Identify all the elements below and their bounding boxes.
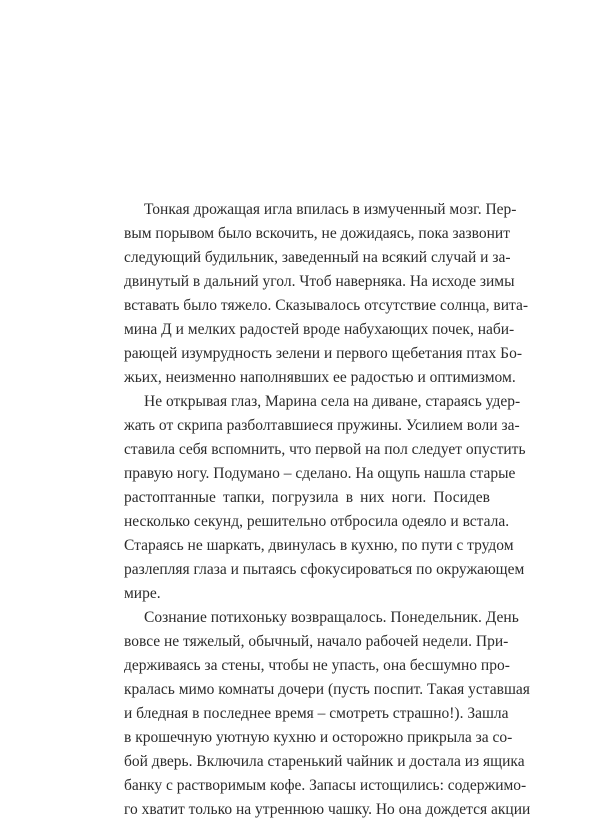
text-line: Стараясь не шаркать, двинулась в кухню, по пути с трудом [124,537,514,554]
text-line: мина Д и мелких радостей вроде набухающих почек, наби- [124,321,515,338]
text-line: двинутый в дальний угол. Чтоб наверняка. На исходе зимы [124,273,515,290]
text-line: и бледная в последнее время – смотреть страшно!). Зашла [124,705,509,722]
text-line: следующий будильник, заведенный на всякий случай и за- [124,249,511,266]
text-line: рающей изумрудность зелени и первого щебетания птах Бо- [124,345,522,362]
text-line: Тонкая дрожащая игла впилась в измученный мозг. Пер- [144,201,517,218]
text-line: жать от скрипа разболтавшиеся пружины. Усилием воли за- [124,417,520,434]
text-line: несколько секунд, решительно отбросила одеяло и встала. [124,513,510,530]
text-line: го хватит только на утреннюю чашку. Но она дождется акции [124,801,531,818]
text-line: правую ногу. Подумано – сделано. На ощупь нашла старые [124,465,516,482]
paragraph-1 [124,198,529,390]
text-line: держиваясь за стены, чтобы не упасть, она бесшумно про- [124,657,510,674]
text-line: ставила себя вспомнить, что первой на пол следует опустить [124,441,526,458]
text-line: вым порывом было вскочить, не дожидаясь, пока зазвонит [124,225,510,242]
text-line: Сознание потихоньку возвращалось. Понедельник. День [144,609,519,626]
text-line: разлепляя глаза и пытаясь сфокусироваться по окружающем [124,561,525,578]
paragraph-2 [124,390,526,606]
text-line: банку с растворимым кофе. Запасы истощились: содержимо- [124,777,527,794]
text-line: Не открывая глаз, Марина села на диване, стараясь удер- [144,393,521,410]
text-line: кралась мимо комнаты дочери (пусть поспит. Такая уставшая [124,681,530,698]
text-line: вовсе не тяжелый, обычный, начало рабочей недели. При- [124,633,509,650]
paragraph-3 [124,606,531,822]
text-line: вставать было тяжело. Сказывалось отсутствие солнца, вита- [124,297,529,314]
text-line: растоптанные тапки, погрузила в них ноги. Посидев [124,489,490,506]
text-line: мире. [124,585,161,602]
text-line: жьих, неизменно наполнявших ее радостью и оптимизмом. [124,369,516,386]
body-text [124,198,531,822]
text-line: бой дверь. Включила старенький чайник и достала из ящика [124,753,525,770]
text-line: в крошечную уютную кухню и осторожно прикрыла за со- [124,729,513,746]
